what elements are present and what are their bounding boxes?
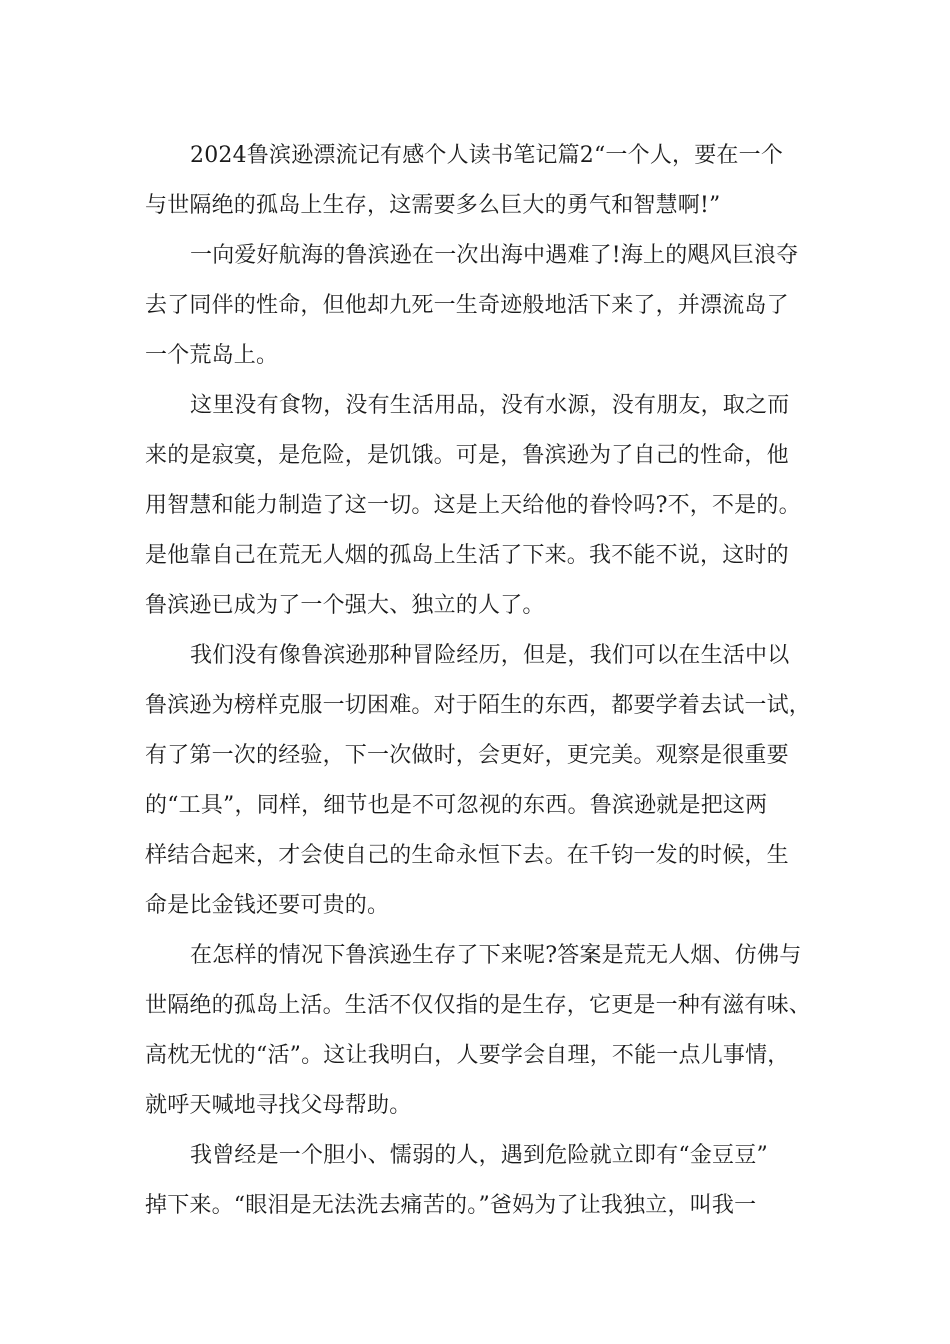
- paragraph-role-model: [145, 631, 811, 931]
- text-line: 一个荒岛上。: [145, 343, 279, 368]
- text-line: 高枕无忧的“活”。这让我明白，人要学会自理，不能一点儿事情，: [145, 1043, 790, 1068]
- text-line: 是他靠自己在荒无人烟的孤岛上生活了下来。我不能不说，这时的: [145, 543, 789, 568]
- paragraph-survival: [145, 381, 811, 631]
- text-line: 样结合起来，才会使自己的生命永恒下去。在千钧一发的时候，生: [145, 843, 789, 868]
- text-line: 掉下来。“眼泪是无法洗去痛苦的。”爸妈为了让我独立，叫我一: [145, 1193, 757, 1218]
- text-line: 与世隔绝的孤岛上生存，这需要多么巨大的勇气和智慧啊!”: [145, 193, 721, 218]
- text-line: 来的是寂寞，是危险，是饥饿。可是，鲁滨逊为了自己的性命，他: [145, 443, 789, 468]
- text-line: 我曾经是一个胆小、懦弱的人，遇到危险就立即有“金豆豆”: [190, 1143, 768, 1168]
- document-body: [145, 131, 811, 1231]
- paragraph-personal: [145, 1131, 811, 1231]
- text-line: 我们没有像鲁滨逊那种冒险经历，但是，我们可以在生活中以: [190, 643, 790, 668]
- text-line: 一向爱好航海的鲁滨逊在一次出海中遇难了!海上的飓风巨浪夺: [190, 243, 799, 268]
- text-line: 这里没有食物，没有生活用品，没有水源，没有朋友，取之而: [190, 393, 790, 418]
- paragraph-living: [145, 931, 811, 1131]
- text-line: 在怎样的情况下鲁滨逊生存了下来呢?答案是荒无人烟、仿佛与: [190, 943, 802, 968]
- text-line: 鲁滨逊为榜样克服一切困难。对于陌生的东西，都要学着去试一试，: [145, 693, 812, 718]
- text-line: 2024鲁滨逊漂流记有感个人读书笔记篇2“一个人，要在一个: [190, 143, 784, 168]
- text-line: 就呼天喊地寻找父母帮助。: [145, 1093, 412, 1118]
- text-line: 世隔绝的孤岛上活。生活不仅仅指的是生存，它更是一种有滋有味、: [145, 993, 812, 1018]
- text-line: 去了同伴的性命，但他却九死一生奇迹般地活下来了，并漂流岛了: [145, 293, 789, 318]
- text-line: 鲁滨逊已成为了一个强大、独立的人了。: [145, 593, 545, 618]
- text-line: 的“工具”，同样，细节也是不可忽视的东西。鲁滨逊就是把这两: [145, 793, 768, 818]
- text-line: 用智慧和能力制造了这一切。这是上天给他的眷怜吗?不，不是的。: [145, 493, 801, 518]
- text-line: 有了第一次的经验，下一次做时，会更好，更完美。观察是很重要: [145, 743, 789, 768]
- text-line: 命是比金钱还要可贵的。: [145, 893, 390, 918]
- paragraph-shipwreck: [145, 231, 811, 381]
- title-paragraph: [145, 131, 811, 231]
